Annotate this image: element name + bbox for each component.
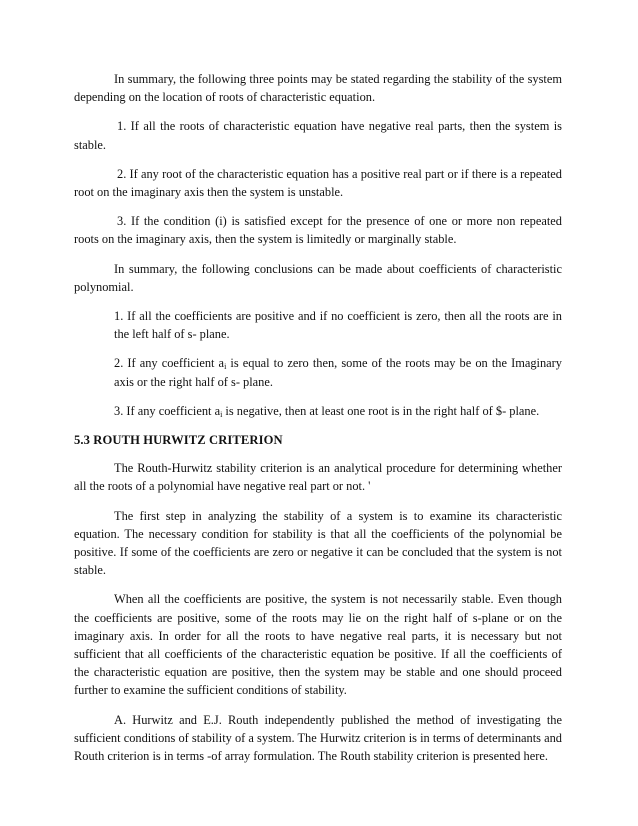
- coefficient-point-2-after: is equal to zero then, some of the roots may be on the Imaginary axis or the right half of s- plane.: [114, 356, 562, 389]
- coefficient-point-1: 1. If all the coefficients are positive and if no coefficient is zero, then all the roots are in the left half of s- plane.: [114, 309, 562, 342]
- section-heading: 5.3 ROUTH HURWITZ CRITERION: [74, 433, 283, 448]
- coefficient-point-3-before: 3. If any coefficient a: [114, 403, 221, 418]
- stability-point-1: 1. If all the roots of characteristic equation have negative real parts, then the system is stable.: [74, 119, 562, 152]
- coefficient-point-3-subscript: i: [220, 409, 223, 419]
- document-page: [74, 70, 562, 776]
- coefficient-point-2: [114, 354, 562, 390]
- necessary-condition-paragraph: The first step in analyzing the stability of a system is to examine its characteristic equation. The necessary condition for stability is that all the coefficients of the polynomial be positive. If some of the coefficients are zero or negative it can be concluded that the system is not stable.: [74, 508, 562, 578]
- stability-point-2: 2. If any root of the characteristic equation has a positive real part or if there is a repeated root on the imaginary axis then the system is unstable.: [74, 166, 562, 200]
- routh-hurwitz-definition: The Routh-Hurwitz stability criterion is an analytical procedure for determining whether all the roots of a polynomial have negative real part or not. ': [74, 461, 562, 494]
- coefficient-summary-intro: In summary, the following conclusions can be made about coefficients of characteristic polynomial.: [74, 261, 562, 294]
- stability-summary-intro: In summary, the following three points may be stated regarding the stability of the system depending on the location of roots of characteristic equation.: [74, 72, 562, 105]
- coefficient-point-3-after: is negative, then at least one root is in the right half of $- plane.: [222, 403, 540, 418]
- history-paragraph: A. Hurwitz and E.J. Routh independently published the method of investigating the sufficient conditions of stability of a system. The Hurwitz criterion is in terms of determinants and Routh criterion is in terms -of array formulation. The Routh stability criterion is presented here.: [74, 712, 562, 764]
- coefficient-point-2-subscript: i: [224, 362, 227, 372]
- coefficient-point-2-before: 2. If any coefficient a: [114, 356, 225, 371]
- coefficient-point-3: [114, 402, 562, 420]
- sufficient-condition-paragraph: When all the coefficients are positive, the system is not necessarily stable. Even though the coefficients are positive, some of the roots may lie on the right half of s-plane or on the imaginary axis. In order for all the roots to have negative real parts, it is necessary but not sufficient that all coefficients of the characteristic equation be positive. If all the coefficients of the characteristic equation are positive, then the system may be stable and one should proceed further to examine the sufficient conditions of stability.: [74, 592, 562, 698]
- stability-point-3: 3. If the condition (i) is satisfied except for the presence of one or more non repeated roots on the imaginary axis, then the system is limitedly or marginally stable.: [74, 214, 562, 247]
